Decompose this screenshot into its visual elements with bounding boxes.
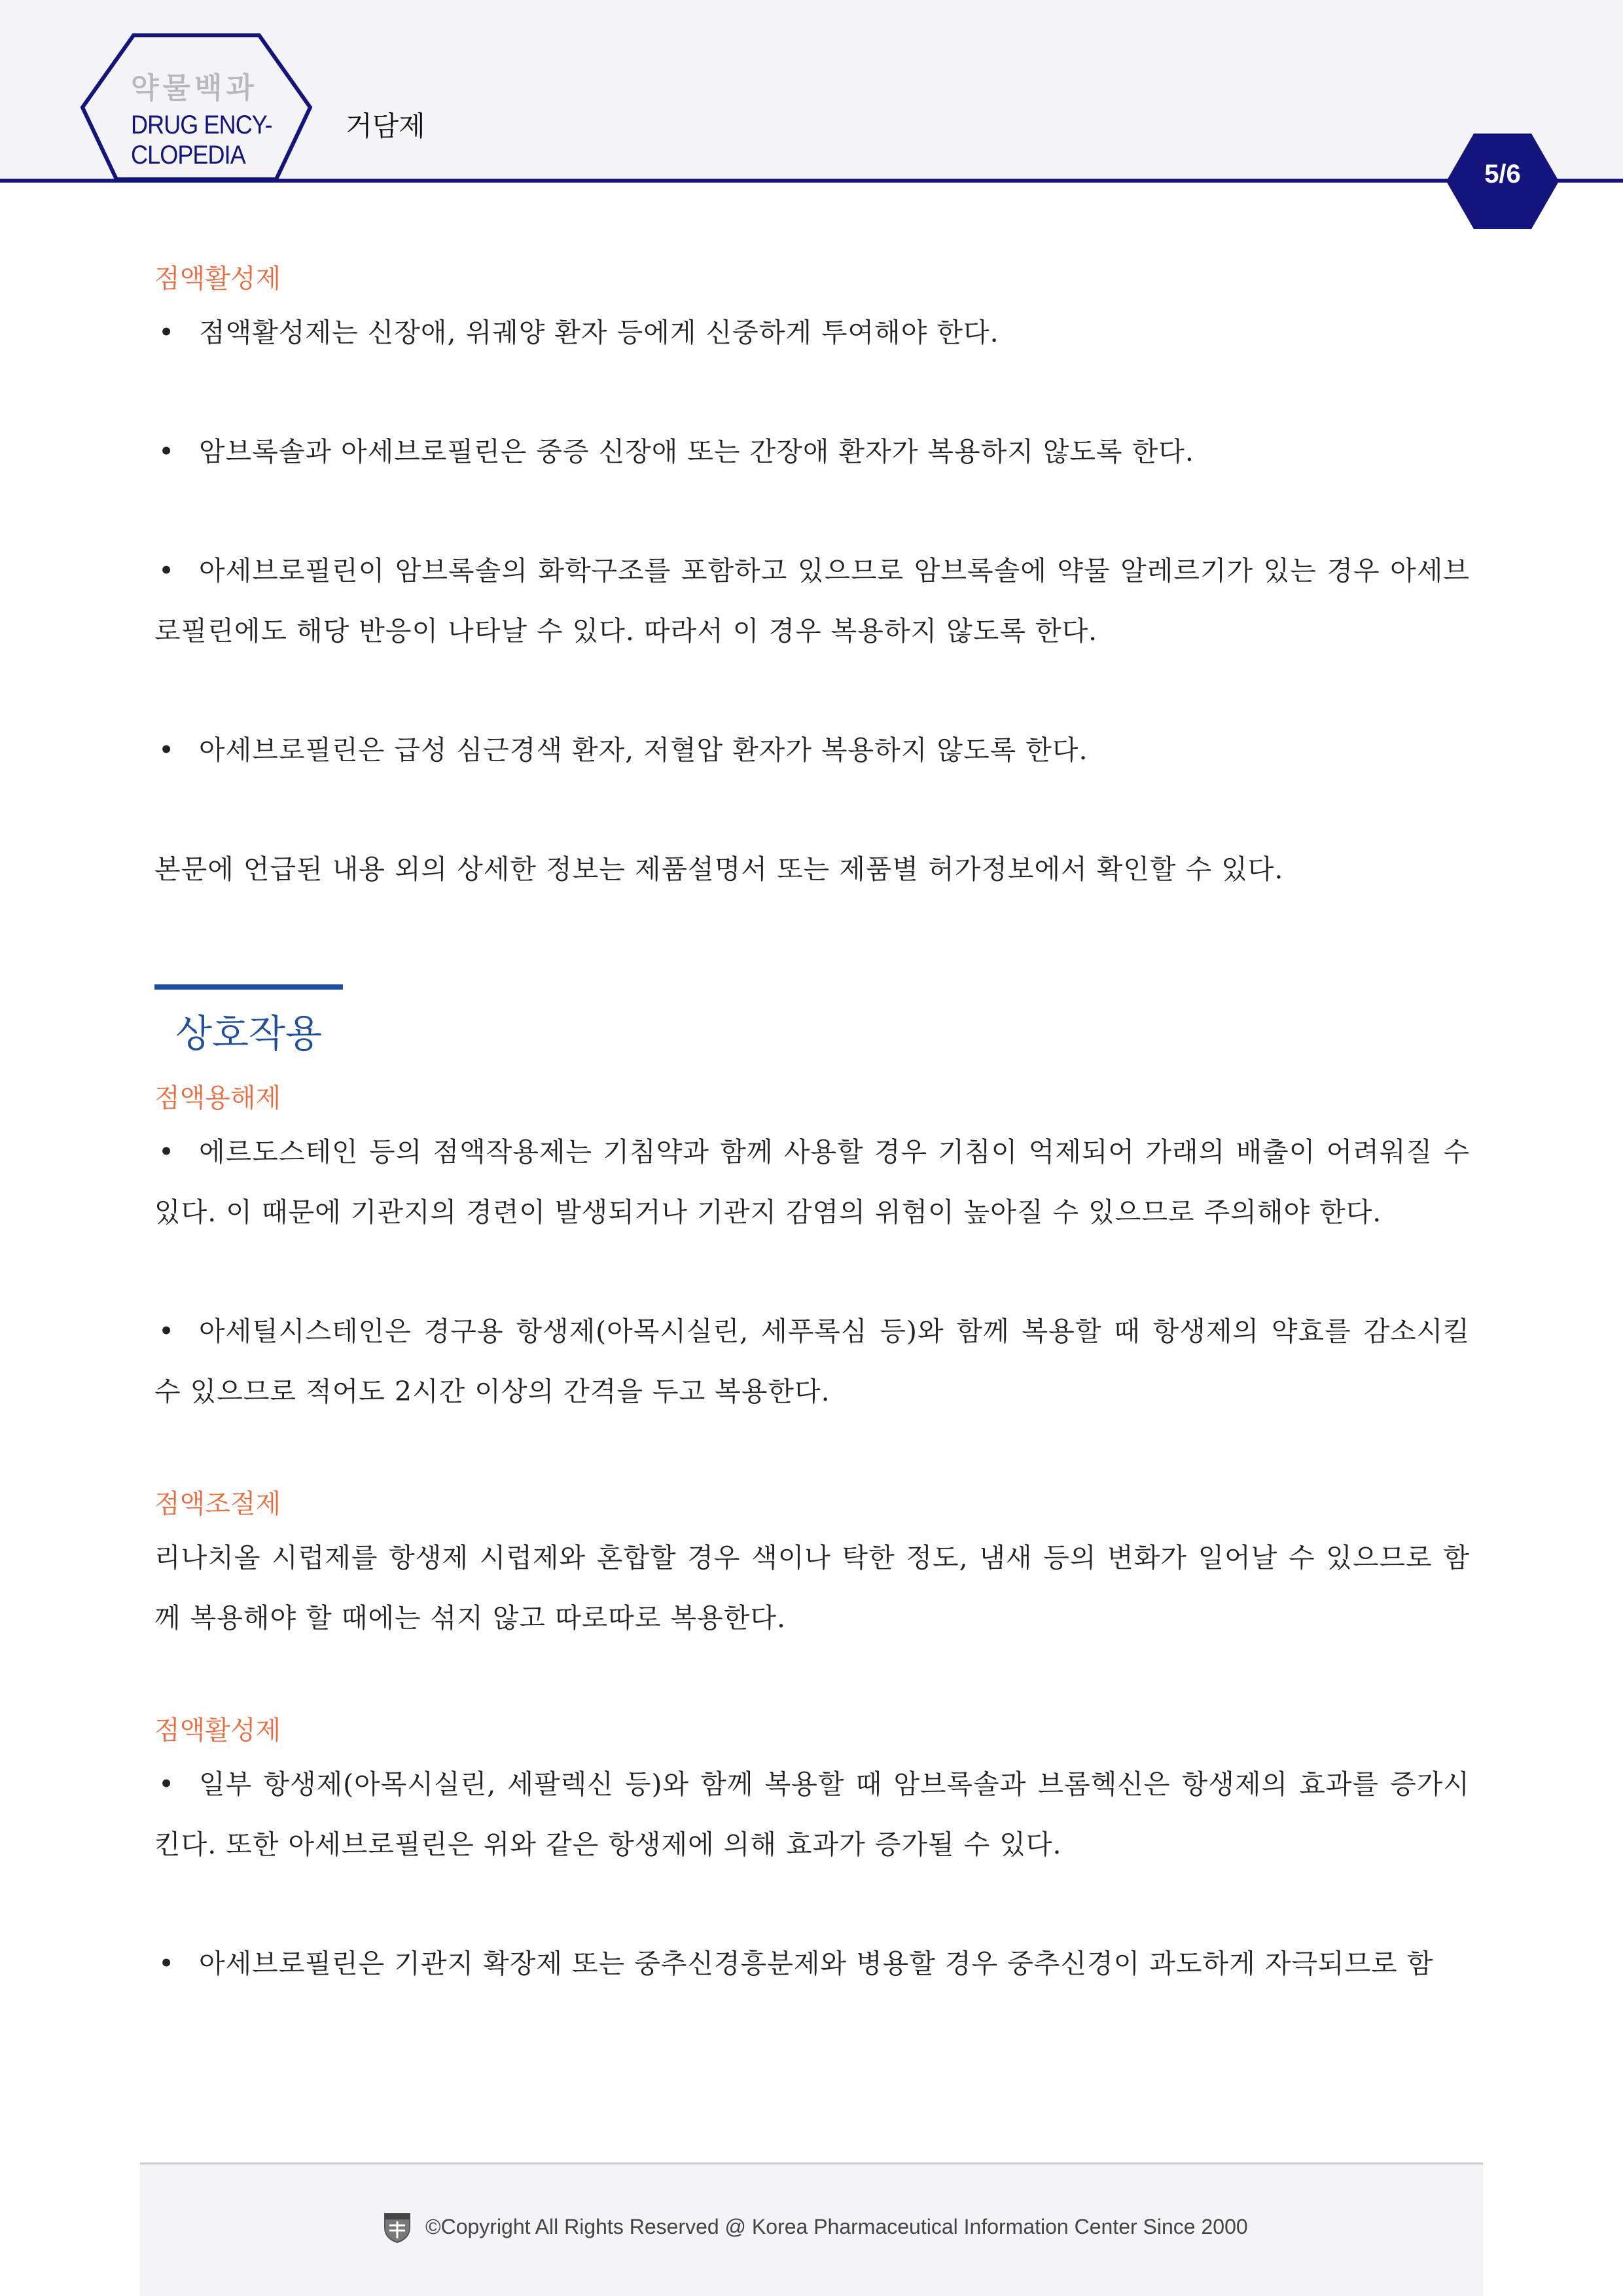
subheading-mucus-activator-2: 점액활성제 [154, 1715, 281, 1746]
reference-note: 본문에 언급된 내용 외의 상세한 정보는 제품설명서 또는 제품별 허가정보에서 확인할 수 있다. [154, 853, 1284, 885]
list-item [154, 422, 1470, 482]
logo-english: DRUG ENCY- CLOPEDIA [131, 111, 272, 170]
logo-korean: 약물백과 [131, 71, 259, 105]
bullet: • [158, 734, 175, 766]
section-accent-bar [154, 984, 343, 990]
list-item [154, 1754, 1470, 1874]
list-item-text: 일부 항생제(아목시실린, 세팔렉신 등)와 함께 복용할 때 암브록솔과 브롬헥신은 항생제의 효과를 증가시킨다. 또한 아세브로필린은 위와 같은 항생제에 의해 효과가 증가될 수 있다. [154, 1768, 1470, 1860]
list-item [154, 1122, 1470, 1242]
section-title-interactions: 상호작용 [175, 1011, 323, 1056]
list-item [154, 302, 1470, 363]
bullet: • [158, 1948, 175, 1979]
main-content [154, 255, 1470, 1994]
list-item-text: 점액활성제는 신장애, 위궤양 환자 등에게 신중하게 투여해야 한다. [199, 317, 999, 348]
bullet: • [158, 1768, 175, 1800]
document-title: 거담제 [346, 110, 425, 142]
shield-emblem-icon [382, 2211, 412, 2244]
paragraph: 리나치올 시럽제를 항생제 시럽제와 혼합할 경우 색이나 탁한 정도, 냄새 등의 변화가 일어날 수 있으므로 함께 복용해야 할 때에는 섞지 않고 따로따로 복용한다. [154, 1542, 1470, 1634]
list-item-text: 아세틸시스테인은 경구용 항생제(아목시실린, 세푸록심 등)와 함께 복용할 때 항생제의 약효를 감소시킬 수 있으므로 적어도 2시간 이상의 간격을 두고 복용한다. [154, 1316, 1470, 1407]
subheading-mucolytic: 점액용해제 [154, 1083, 281, 1113]
subheading-mucus-regulator: 점액조절제 [154, 1489, 281, 1519]
bullet: • [158, 1316, 175, 1347]
bullet: • [158, 1136, 175, 1168]
list-item [154, 1301, 1470, 1422]
list-item-text: 아세브로필린이 암브록솔의 화학구조를 포함하고 있으므로 암브록솔에 약물 알레르기가 있는 경우 아세브로필린에도 해당 반응이 나타날 수 있다. 따라서 이 경우 복용하지 않도록 한다. [154, 555, 1470, 647]
subheading-mucus-activator: 점액활성제 [154, 264, 281, 294]
page-number: 5/6 [1484, 160, 1521, 188]
list-item [154, 541, 1470, 661]
list-item-text: 에르도스테인 등의 점액작용제는 기침약과 함께 사용할 경우 기침이 억제되어 가래의 배출이 어려워질 수 있다. 이 때문에 기관지의 경련이 발생되거나 기관지 감염의 위험이 높아질 수 있으므로 주의해야 한다. [154, 1136, 1470, 1228]
copyright-text: ©Copyright All Rights Reserved @ Korea Pharmaceutical Information Center Since 2000 [425, 2215, 1248, 2238]
list-item-text: 암브록솔과 아세브로필린은 중증 신장애 또는 간장애 환자가 복용하지 않도록 한다. [199, 436, 1194, 467]
bullet: • [158, 436, 175, 467]
bullet: • [158, 317, 175, 348]
list-item-text: 아세브로필린은 급성 심근경색 환자, 저혈압 환자가 복용하지 않도록 한다. [199, 734, 1088, 766]
list-item [154, 720, 1470, 780]
bullet: • [158, 555, 175, 586]
list-item-text: 아세브로필린은 기관지 확장제 또는 중추신경흥분제와 병용할 경우 중추신경이 과도하게 자극되므로 함 [199, 1948, 1434, 1979]
list-item [154, 1933, 1470, 1994]
